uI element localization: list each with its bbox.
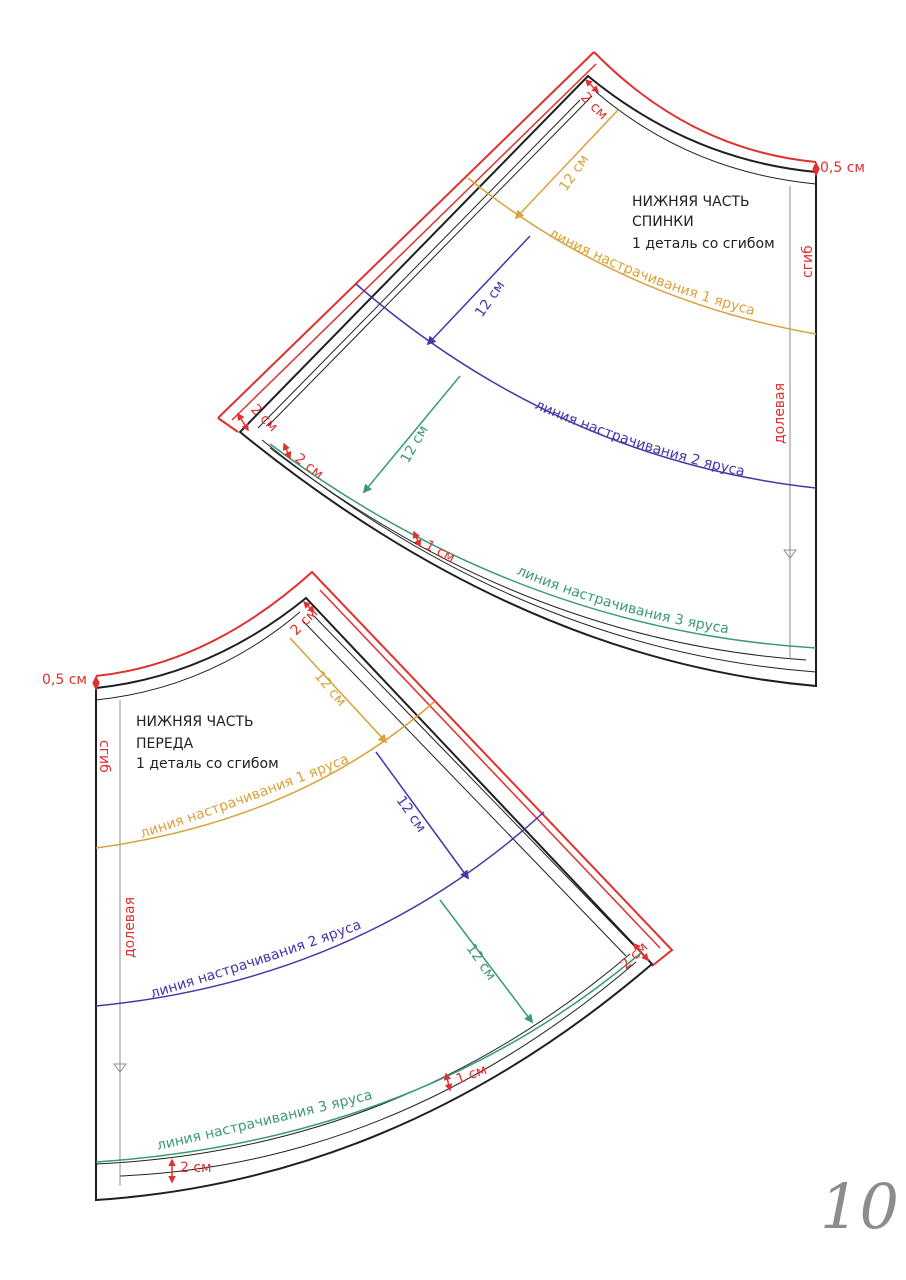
back-title-line2: СПИНКИ	[632, 214, 694, 230]
back-allow-side-bottom: 2 см	[247, 401, 281, 436]
back-allow-1cm: 1 см	[422, 537, 458, 567]
back-fold-label: сгиб	[800, 245, 816, 278]
front-allow-side-top: 2 см	[287, 605, 322, 639]
back-title-line1: НИЖНЯЯ ЧАСТЬ	[632, 194, 750, 210]
front-dist1: 12 см	[310, 668, 350, 710]
front-fold-label: сгиб	[96, 740, 112, 773]
front-tier2-line	[96, 812, 544, 1006]
front-tier2-label: линия настрачивания 2 яруса	[148, 916, 364, 1002]
back-allow-top: 0,5 см	[820, 160, 865, 176]
front-piece	[96, 572, 672, 1200]
front-tier1-label: линия настрачивания 1 яруса	[138, 751, 352, 842]
back-piece	[218, 52, 816, 686]
back-allow-side-top: 2 см	[577, 89, 611, 124]
front-title-line1: НИЖНЯЯ ЧАСТЬ	[136, 714, 254, 730]
page-number: 10	[820, 1170, 899, 1243]
back-dist1: 12 см	[556, 151, 593, 195]
back-outline	[240, 76, 816, 686]
front-grain-label: долевая	[122, 896, 138, 958]
back-subtitle: 1 деталь со сгибом	[632, 236, 775, 252]
front-allow-hem: 2 см	[180, 1160, 212, 1176]
back-grain-label: долевая	[772, 382, 788, 444]
front-tier3-label: линия настрачивания 3 яруса	[155, 1087, 375, 1154]
back-tier1-label: линия настрачивания 1 яруса	[546, 225, 757, 320]
front-allow-side-bottom: 2 см	[617, 939, 652, 973]
front-outline	[96, 598, 652, 1200]
front-allow-top: 0,5 см	[42, 672, 87, 688]
back-tier3-label: линия настрачивания 3 яруса	[514, 562, 731, 638]
back-dist3: 12 см	[397, 422, 432, 466]
front-title-line2: ПЕРЕДА	[136, 736, 194, 752]
back-allow-hem: 2 см	[291, 450, 327, 483]
back-tier2-label: линия настрачивания 2 яруса	[532, 397, 747, 481]
front-allow-1cm: 1 см	[453, 1061, 490, 1088]
front-dist3: 12 см	[462, 941, 500, 984]
front-dist2: 12 см	[392, 793, 430, 836]
front-subtitle: 1 деталь со сгибом	[136, 756, 279, 772]
back-dist2: 12 см	[472, 277, 509, 321]
